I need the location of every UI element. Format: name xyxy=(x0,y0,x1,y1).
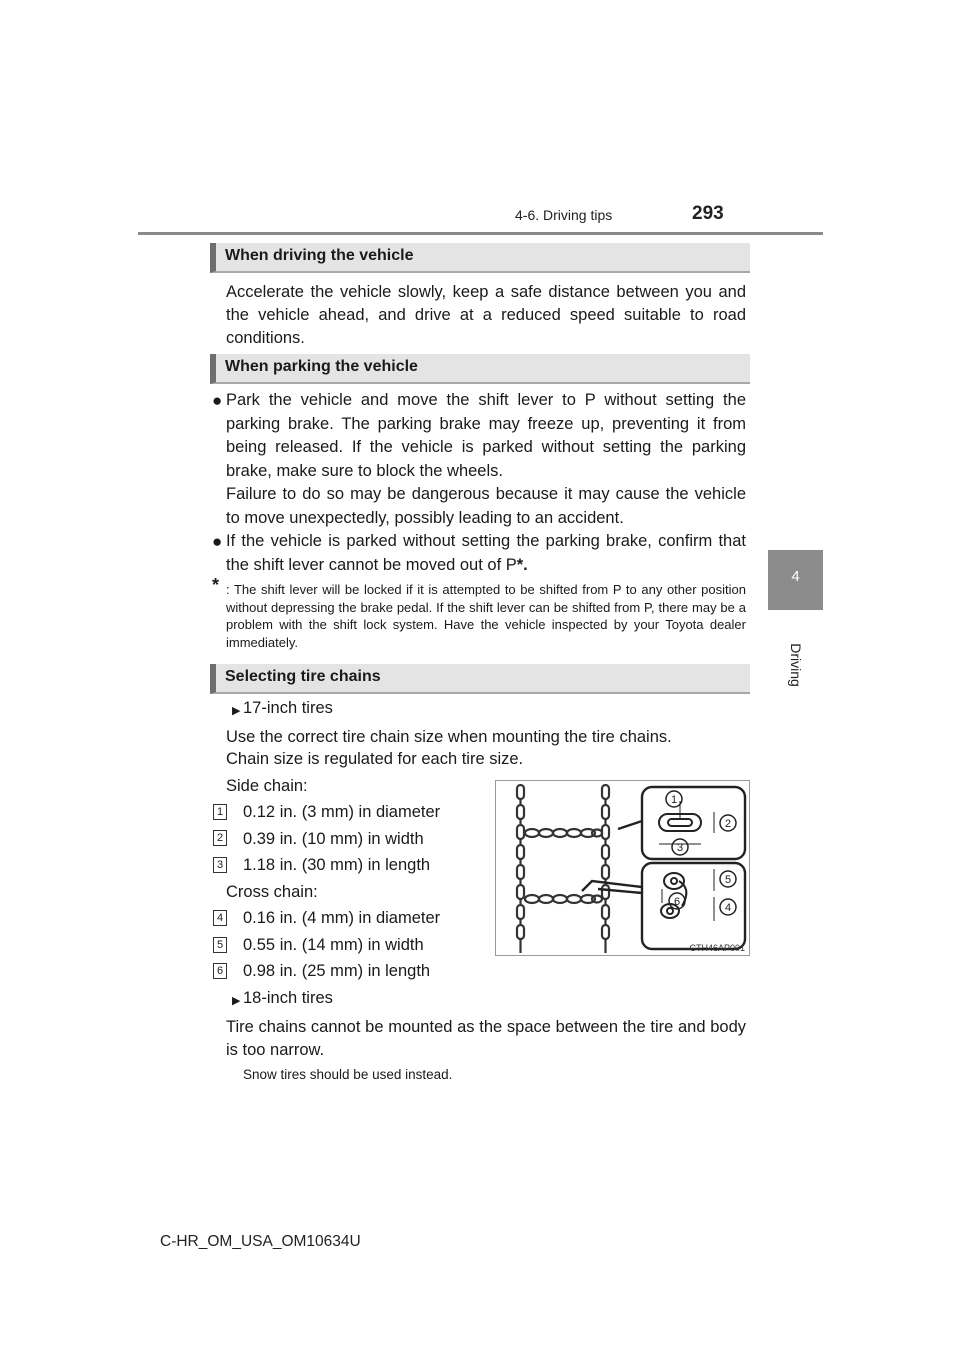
heading-driving-text: When driving the vehicle xyxy=(225,247,414,264)
callout-number: 1 xyxy=(213,804,227,820)
parking-bullet-1-text: Park the vehicle and move the shift lever to P without setting the parking brake. The parking brake may freeze up, preventing it from being released. If the vehicle is parked without setting the parking brake, make sure to block the wheels. xyxy=(226,391,746,480)
spec-cross-width: 0.55 in. (14 mm) in width xyxy=(243,936,424,954)
figure-callout-5: 5 xyxy=(724,874,732,886)
callout-number: 5 xyxy=(213,937,227,953)
asterisk-mark: *. xyxy=(516,555,528,574)
page-number: 293 xyxy=(692,203,724,224)
heading-chains-text: Selecting tire chains xyxy=(225,668,381,685)
document-code: C-HR_OM_USA_OM10634U xyxy=(160,1233,361,1250)
callout-number: 6 xyxy=(213,963,227,979)
heading-chains xyxy=(210,664,750,694)
chapter-tab xyxy=(768,550,823,610)
chapter-label-text: Driving xyxy=(787,643,804,687)
snow-tires-note: Snow tires should be used instead. xyxy=(243,1067,453,1082)
chains-line-2: Chain size is regulated for each tire size. xyxy=(226,750,524,768)
spec-side-width: 0.39 in. (10 mm) in width xyxy=(243,830,424,848)
driving-paragraph: Accelerate the vehicle slowly, keep a safe distance between you and the vehicle ahead, and drive at a reduced speed suitable to road conditions. xyxy=(226,283,746,347)
parking-bullet-1-extra: Failure to do so may be dangerous because it may cause the vehicle to move unexpectedly, possibly leading to an accident. xyxy=(226,485,746,527)
parking-bullet-2 xyxy=(212,530,746,577)
tire-chain-figure xyxy=(495,780,750,956)
side-chain-label: Side chain: xyxy=(226,777,308,795)
callout-number: 2 xyxy=(213,830,227,846)
sub-heading-17-inch: 17-inch tires xyxy=(243,699,333,717)
figure-callout-4: 4 xyxy=(724,902,732,914)
callout-number: 3 xyxy=(213,857,227,873)
sub-heading-18-inch: 18-inch tires xyxy=(243,989,333,1007)
section-title: 4-6. Driving tips xyxy=(515,207,613,223)
heading-driving xyxy=(210,243,750,273)
spec-cross-length: 0.98 in. (25 mm) in length xyxy=(243,962,431,980)
spec-side-diameter: 0.12 in. (3 mm) in diameter xyxy=(243,803,441,821)
heading-parking xyxy=(210,354,750,384)
figure-callout-1: 1 xyxy=(670,794,678,806)
spec-cross-diameter: 0.16 in. (4 mm) in diameter xyxy=(243,909,441,927)
chains-18-inch-text: Tire chains cannot be mounted as the space between the tire and body is too narrow. xyxy=(226,1018,746,1059)
heading-parking-text: When parking the vehicle xyxy=(225,358,418,375)
figure-callout-6: 6 xyxy=(673,896,681,908)
figure-callout-2: 2 xyxy=(724,818,732,830)
triangle-bullet: ▶ xyxy=(232,995,241,1007)
header-divider xyxy=(138,232,823,235)
bullet-dot: ● xyxy=(212,532,223,551)
tire-chain-illustration xyxy=(496,781,749,955)
asterisk-note-mark: * xyxy=(212,575,220,595)
triangle-bullet: ▶ xyxy=(232,705,241,717)
figure-callout-3: 3 xyxy=(676,842,684,854)
parking-bullet-2-text: If the vehicle is parked without setting the parking brake, confirm that the shift lever cannot be moved out of P xyxy=(226,532,746,574)
chains-line-1: Use the correct tire chain size when mounting the tire chains. xyxy=(226,728,672,746)
callout-number: 4 xyxy=(213,910,227,926)
figure-code: CTH46AP001 xyxy=(689,943,745,953)
chapter-number: 4 xyxy=(791,568,800,585)
cross-chain-label: Cross chain: xyxy=(226,883,318,901)
asterisk-note xyxy=(212,575,746,651)
parking-bullet-1 xyxy=(212,389,746,530)
asterisk-note-text: : The shift lever will be locked if it is attempted to be shifted from P to any other position without depressing the brake pedal. If the shift lever can be shifted from P, there may be a problem with the shift lock system. Have the vehicle inspected by your Toyota dealer immediately. xyxy=(226,582,746,650)
bullet-dot: ● xyxy=(212,391,223,410)
chapter-label xyxy=(768,620,823,710)
spec-side-length: 1.18 in. (30 mm) in length xyxy=(243,856,431,874)
